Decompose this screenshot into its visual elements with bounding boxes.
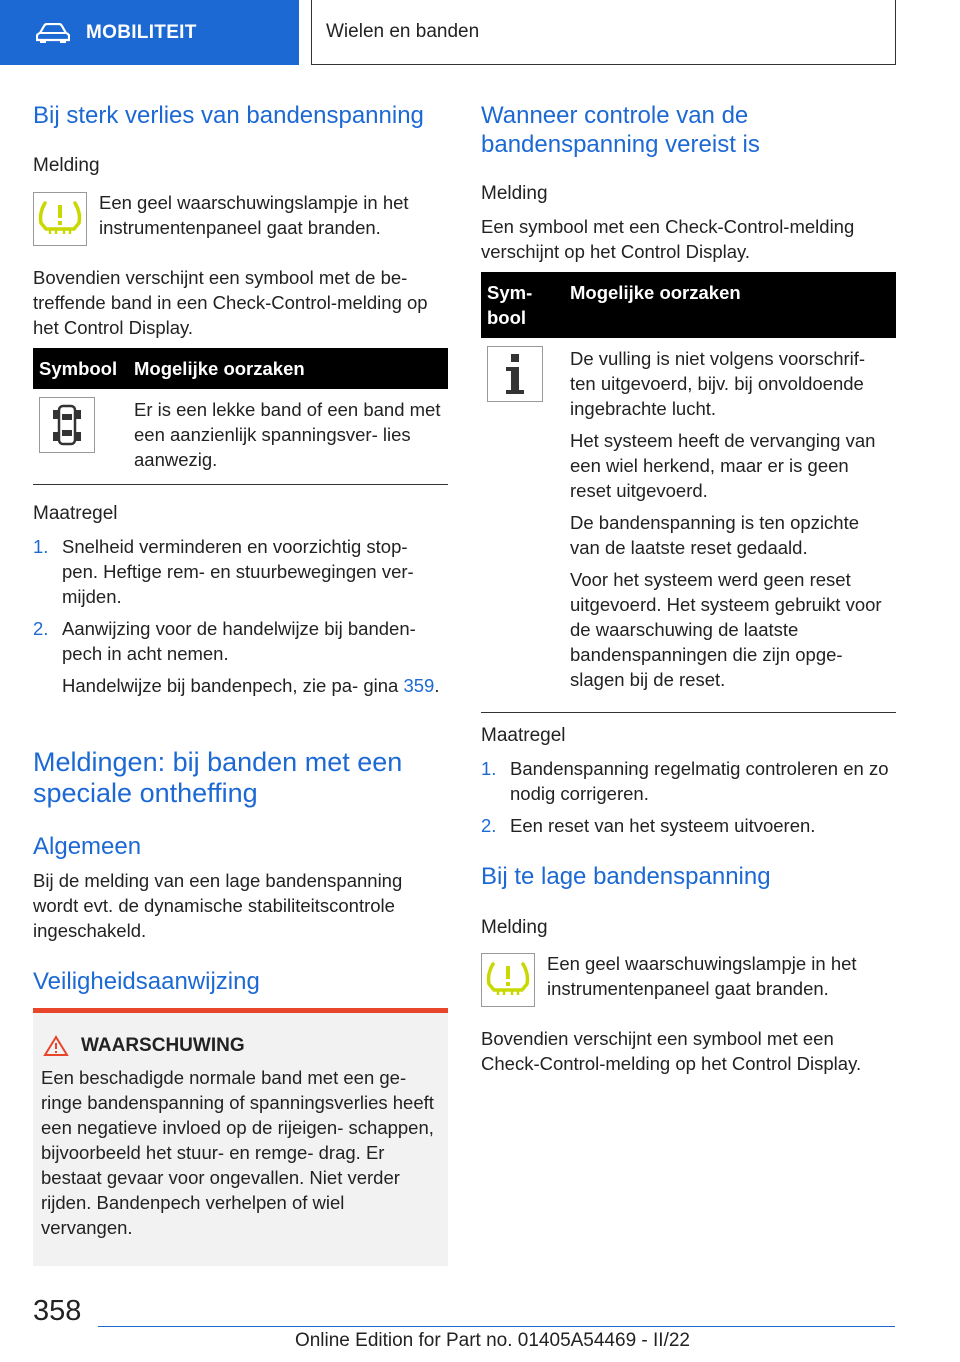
tire-pressure-warning-icon xyxy=(33,192,87,246)
flat-tire-car-icon xyxy=(39,397,95,453)
warning-text: Een beschadigde normale band met een ge- ringe bandenspanning of spanningsverlies heeft een negatieve invloed op de rijeigen- schappen, bijvoorbeeld het stuur- en remge- drag. Er bestaat gevaar voor ongevallen. Niet verder rijden. Bandenpech verhelpen of wiel vervangen. xyxy=(41,1067,434,1238)
section-heading: Meldingen: bij banden met een speciale ontheffing xyxy=(33,747,403,808)
table-cell-causes xyxy=(564,338,896,713)
paragraph: Bovendien verschijnt een symbool met de be- treffende band in een Check-Control-melding op het Control Display. xyxy=(33,267,428,338)
paragraph: Bovendien verschijnt een symbool met een Check-Control-melding op het Control Display. xyxy=(481,1028,862,1074)
chapter-header xyxy=(311,0,896,65)
steps-list xyxy=(481,756,896,845)
page-link[interactable]: 359 xyxy=(403,675,435,696)
symbol-table xyxy=(33,348,448,485)
warning-triangle-icon xyxy=(43,1035,69,1057)
list-item: 2. Een reset van het systeem uitvoeren. xyxy=(481,815,816,836)
table-header-causes: Mogelijke oorzaken xyxy=(564,272,896,338)
section-heading: Bij sterk verlies van bandenspanning xyxy=(33,102,424,129)
section-heading: Wanneer controle van de bandenspanning vereist is xyxy=(481,102,760,158)
list-item: 1. Snelheid verminderen en voorzichtig stop- pen. Heftige rem- en stuurbewegingen ver- mijden. xyxy=(33,536,414,607)
car-icon xyxy=(36,23,70,43)
footer-divider xyxy=(98,1326,895,1327)
subheading: Melding xyxy=(33,155,100,176)
table-header-symbol: Sym- bool xyxy=(481,272,564,338)
warning-title: WAARSCHUWING xyxy=(41,1035,440,1057)
edition-text: Online Edition for Part no. 01405A54469 - II/22 xyxy=(294,1330,690,1351)
cause-text: Het systeem heeft de vervanging van een wiel herkend, maar er is geen reset uitgevoerd. xyxy=(570,430,876,501)
alert-row xyxy=(481,953,896,1007)
paragraph: Bij de melding van een lage bandenspanning wordt evt. de dynamische stabiliteitscontrole ingeschakeld. xyxy=(33,870,403,941)
cause-text: De vulling is niet volgens voorschrif- ten uitgevoerd, bijv. bij onvoldoende ingebrachte lucht. xyxy=(570,348,866,419)
table-cell-cause: Er is een lekke band of een band met een aanzienlijk spanningsver- lies aanwezig. xyxy=(128,389,448,485)
list-item: 1. Bandenspanning regelmatig controleren en zo nodig corrigeren. xyxy=(481,758,889,804)
subheading: Maatregel xyxy=(33,503,118,524)
warning-box xyxy=(33,1008,448,1266)
section-tab xyxy=(0,0,299,65)
cause-text: De bandenspanning is ten opzichte van de laatste reset gedaald. xyxy=(570,512,860,558)
subheading: Melding xyxy=(481,917,548,938)
table-row xyxy=(481,338,896,713)
symbol-table xyxy=(481,272,896,713)
section-title: MOBILITEIT xyxy=(86,21,197,43)
steps-list xyxy=(33,534,448,705)
subheading: Maatregel xyxy=(481,725,566,746)
alert-text: Een geel waarschuwingslampje in het instrumentenpaneel gaat branden. xyxy=(547,953,857,999)
chapter-title: Wielen en banden xyxy=(326,21,480,42)
tire-pressure-warning-icon xyxy=(481,953,535,1007)
table-header-causes: Mogelijke oorzaken xyxy=(128,348,448,389)
section-heading: Veiligheidsaanwijzing xyxy=(33,968,260,995)
list-item: 2. Aanwijzing voor de handelwijze bij banden- pech in acht nemen. Handelwijze bij bandenpech, zie pa- gina 359. xyxy=(33,618,440,696)
section-heading: Bij te lage bandenspanning xyxy=(481,863,771,890)
table-row xyxy=(33,389,448,485)
info-icon xyxy=(487,346,543,402)
page-number: 358 xyxy=(33,1295,82,1327)
section-subheading: Algemeen xyxy=(33,833,142,860)
alert-row xyxy=(33,192,448,246)
alert-text: Een geel waarschuwingslampje in het instrumentenpaneel gaat branden. xyxy=(99,192,409,238)
paragraph: Een symbool met een Check-Control-melding verschijnt op het Control Display. xyxy=(481,216,855,262)
table-header-symbol: Symbool xyxy=(33,348,128,389)
subheading: Melding xyxy=(481,183,548,204)
cause-text: Voor het systeem werd geen reset uitgevoerd. Het systeem gebruikt voor de waarschuwing de laatste bandenspanningen die zijn opge- slagen bij de reset. xyxy=(570,569,882,690)
